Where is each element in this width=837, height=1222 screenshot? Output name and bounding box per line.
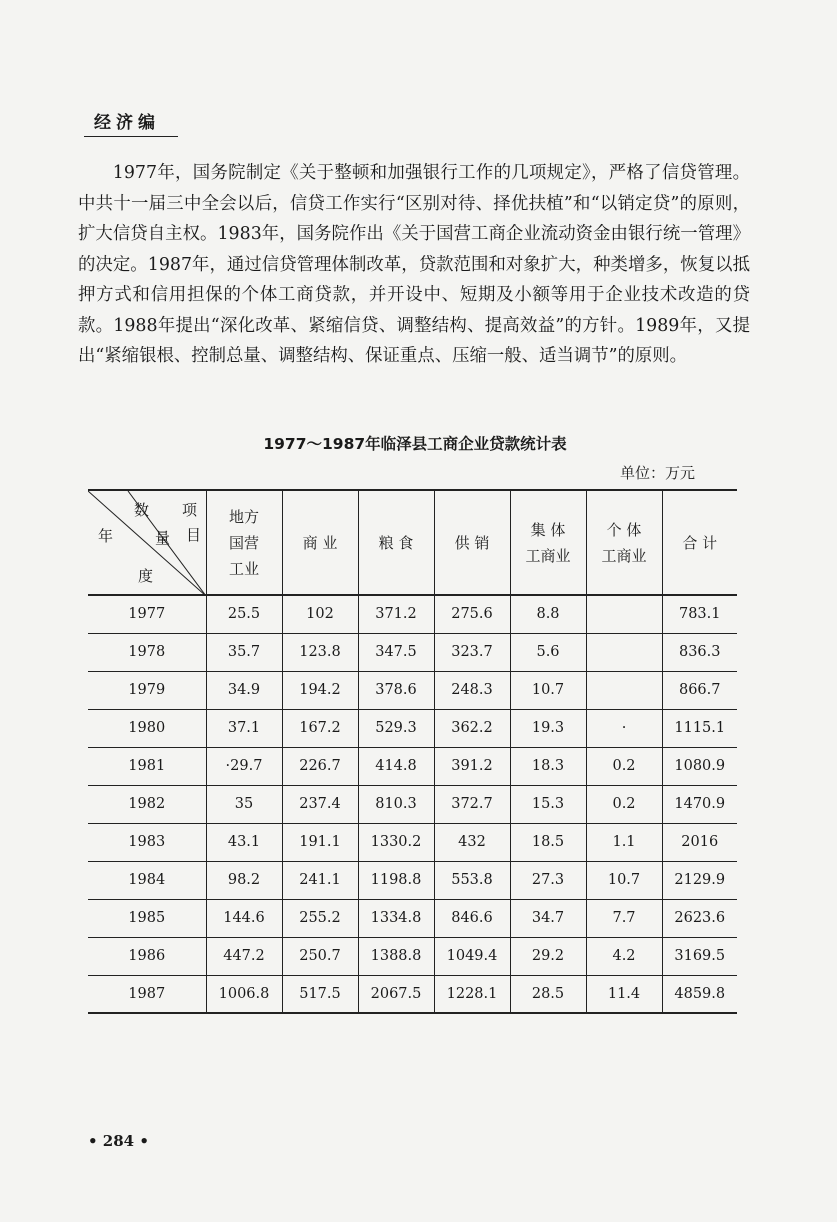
year-cell: 1979 — [88, 671, 206, 709]
table-row — [88, 595, 737, 633]
value-cell: 25.5 — [206, 595, 282, 633]
section-header: 经济编 — [94, 113, 160, 133]
value-cell: · — [586, 709, 662, 747]
value-cell: 1388.8 — [358, 937, 434, 975]
column-header-line: 供 销 — [454, 533, 490, 552]
value-cell — [586, 671, 662, 709]
column-header-line: 工业 — [228, 559, 259, 578]
value-cell: 846.6 — [434, 899, 510, 937]
table-row — [88, 937, 737, 975]
value-cell: 323.7 — [434, 633, 510, 671]
year-cell: 1977 — [88, 595, 206, 633]
value-cell: 248.3 — [434, 671, 510, 709]
value-cell: 1006.8 — [206, 975, 282, 1013]
value-cell: 414.8 — [358, 747, 434, 785]
value-cell: 275.6 — [434, 595, 510, 633]
value-cell: 1049.4 — [434, 937, 510, 975]
value-cell: 10.7 — [510, 671, 586, 709]
value-cell: 391.2 — [434, 747, 510, 785]
value-cell: 43.1 — [206, 823, 282, 861]
value-cell: 255.2 — [282, 899, 358, 937]
value-cell: 1334.8 — [358, 899, 434, 937]
corner-header-cell — [88, 490, 206, 595]
value-cell: 1115.1 — [662, 709, 737, 747]
corner-label: 项 — [182, 501, 198, 519]
table-title: 1977～1987年临泽县工商企业贷款统计表 — [263, 435, 567, 453]
value-cell: 0.2 — [586, 785, 662, 823]
value-cell: 866.7 — [662, 671, 737, 709]
value-cell — [586, 633, 662, 671]
value-cell: 529.3 — [358, 709, 434, 747]
table-row — [88, 861, 737, 899]
page-number: • 284 • — [88, 1132, 149, 1150]
value-cell: 10.7 — [586, 861, 662, 899]
year-cell: 1984 — [88, 861, 206, 899]
table-row — [88, 747, 737, 785]
value-cell: 27.3 — [510, 861, 586, 899]
year-cell: 1978 — [88, 633, 206, 671]
value-cell: 372.7 — [434, 785, 510, 823]
value-cell: 432 — [434, 823, 510, 861]
value-cell: 1228.1 — [434, 975, 510, 1013]
value-cell: 19.3 — [510, 709, 586, 747]
table-row — [88, 671, 737, 709]
table-row — [88, 823, 737, 861]
corner-label: 量 — [155, 529, 171, 547]
table-row — [88, 633, 737, 671]
column-header — [206, 490, 282, 595]
column-header — [662, 490, 737, 595]
column-header — [510, 490, 586, 595]
value-cell: 2016 — [662, 823, 737, 861]
value-cell: 2623.6 — [662, 899, 737, 937]
value-cell: 783.1 — [662, 595, 737, 633]
column-header-line: 集 体 — [530, 520, 566, 539]
value-cell — [586, 595, 662, 633]
value-cell: 378.6 — [358, 671, 434, 709]
value-cell: 167.2 — [282, 709, 358, 747]
value-cell: 15.3 — [510, 785, 586, 823]
value-cell: 8.8 — [510, 595, 586, 633]
value-cell: 35 — [206, 785, 282, 823]
table-header-row — [88, 490, 737, 595]
year-cell: 1980 — [88, 709, 206, 747]
value-cell: 194.2 — [282, 671, 358, 709]
value-cell: 2129.9 — [662, 861, 737, 899]
value-cell: 28.5 — [510, 975, 586, 1013]
value-cell: 810.3 — [358, 785, 434, 823]
year-cell: 1985 — [88, 899, 206, 937]
value-cell: 1330.2 — [358, 823, 434, 861]
corner-label: 年 — [98, 527, 114, 545]
column-header-line: 个 体 — [606, 520, 642, 539]
column-header-line: 国营 — [228, 533, 259, 552]
value-cell: 1470.9 — [662, 785, 737, 823]
value-cell: 362.2 — [434, 709, 510, 747]
value-cell: 2067.5 — [358, 975, 434, 1013]
year-cell: 1983 — [88, 823, 206, 861]
column-header-line: 地方 — [228, 507, 259, 526]
table-row — [88, 709, 737, 747]
corner-label: 度 — [138, 567, 154, 585]
value-cell: 102 — [282, 595, 358, 633]
corner-label: 目 — [186, 526, 202, 544]
value-cell: 5.6 — [510, 633, 586, 671]
value-cell: 34.9 — [206, 671, 282, 709]
corner-label: 数 — [134, 501, 150, 519]
value-cell: 447.2 — [206, 937, 282, 975]
value-cell: 11.4 — [586, 975, 662, 1013]
loan-statistics-table — [88, 489, 737, 1014]
year-cell: 1987 — [88, 975, 206, 1013]
column-header-line: 粮 食 — [378, 533, 414, 552]
value-cell: 1.1 — [586, 823, 662, 861]
value-cell: 1080.9 — [662, 747, 737, 785]
table-row — [88, 899, 737, 937]
value-cell: 553.8 — [434, 861, 510, 899]
value-cell: 35.7 — [206, 633, 282, 671]
year-cell: 1981 — [88, 747, 206, 785]
value-cell: 7.7 — [586, 899, 662, 937]
column-header — [358, 490, 434, 595]
column-header — [586, 490, 662, 595]
table-body — [88, 595, 737, 1013]
value-cell: 517.5 — [282, 975, 358, 1013]
value-cell: 29.2 — [510, 937, 586, 975]
table-unit: 单位：万元 — [620, 464, 696, 482]
value-cell: 226.7 — [282, 747, 358, 785]
column-header — [282, 490, 358, 595]
value-cell: 347.5 — [358, 633, 434, 671]
value-cell: 237.4 — [282, 785, 358, 823]
value-cell: 1198.8 — [358, 861, 434, 899]
value-cell: 18.3 — [510, 747, 586, 785]
value-cell: 18.5 — [510, 823, 586, 861]
value-cell: 37.1 — [206, 709, 282, 747]
column-header-line: 工商业 — [525, 546, 571, 565]
column-header — [434, 490, 510, 595]
year-cell: 1982 — [88, 785, 206, 823]
value-cell: 34.7 — [510, 899, 586, 937]
value-cell: 371.2 — [358, 595, 434, 633]
value-cell: 4859.8 — [662, 975, 737, 1013]
value-cell: 241.1 — [282, 861, 358, 899]
year-cell: 1986 — [88, 937, 206, 975]
value-cell: 4.2 — [586, 937, 662, 975]
value-cell: 0.2 — [586, 747, 662, 785]
value-cell: 144.6 — [206, 899, 282, 937]
table-row — [88, 785, 737, 823]
value-cell: 191.1 — [282, 823, 358, 861]
value-cell: 98.2 — [206, 861, 282, 899]
column-header-line: 商 业 — [302, 533, 338, 552]
column-header-line: 合 计 — [682, 533, 718, 552]
value-cell: 123.8 — [282, 633, 358, 671]
column-header-line: 工商业 — [601, 546, 647, 565]
value-cell: 250.7 — [282, 937, 358, 975]
header-underline — [84, 136, 178, 137]
value-cell: 3169.5 — [662, 937, 737, 975]
value-cell: 836.3 — [662, 633, 737, 671]
value-cell: ·29.7 — [206, 747, 282, 785]
body-paragraph: 1977年，国务院制定《关于整顿和加强银行工作的几项规定》，严格了信贷管理。中共十一届三中全会以后，信贷工作实行“区别对待、择优扶植”和“以销定贷”的原则，扩大信贷自主权。1983年，国务院作出《关于国营工商企业流动资金由银行统一管理》的决定。1987年，通过信贷管理体制改革，贷款范围和对象扩大，种类增多，恢复以抵押方式和信用担保的个体工商贷款，并开设中、短期及小额等用于企业技术改造的贷款。1988年提出“深化改革、紧缩信贷、调整结构、提高效益”的方针。1989年，又提出“紧缩银根、控制总量、调整结构、保证重点、压缩一般、适当调节”的原则。 — [78, 163, 750, 366]
table-row — [88, 975, 737, 1013]
